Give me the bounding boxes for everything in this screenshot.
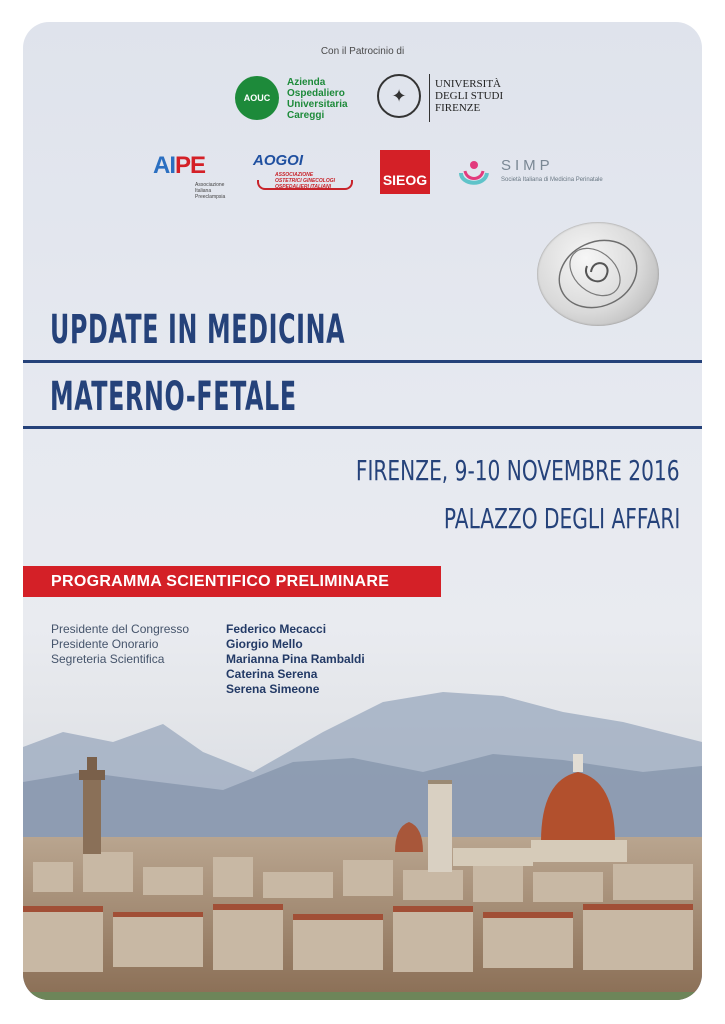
aogoi-logo [253,152,357,198]
program-banner [23,566,441,597]
university-seal-icon: ✦ [377,74,421,118]
role-item: Presidente del Congresso [51,622,190,636]
title-line-1: UPDATE IN MEDICINA [50,307,346,353]
title-line-2: MATERNO-FETALE [50,374,297,420]
emblem-image [537,222,659,326]
poster [23,22,702,1000]
divider [429,74,430,122]
aogoi-subtitle: ASSOCIAZIONE OSTETRICI GINECOLOGI OSPEDALIERI ITALIANI [275,172,336,190]
aouc-logo [235,76,385,124]
role-item: Segreteria Scientifica [51,652,165,666]
name-item: Federico Mecacci [226,622,327,636]
simp-logo [457,155,657,195]
role-item: Presidente Onorario [51,637,159,651]
name-item: Caterina Serena [226,667,318,681]
title-rule-1 [23,360,702,363]
name-item: Giorgio Mello [226,637,303,651]
simp-swirl-icon [457,155,491,189]
simp-mark: SIMP [501,157,554,174]
unifi-name: UNIVERSITÀ DEGLI STUDI FIRENZE [435,78,504,114]
event-date: FIRENZE, 9-10 NOVEMBRE 2016 [356,454,680,487]
aouc-name: Azienda Ospedaliero Universitaria Careggi [287,77,348,121]
simp-subtitle: Società Italiana di Medicina Perinatale [501,177,603,183]
name-item: Marianna Pina Rambaldi [226,652,365,666]
aipe-logo [153,152,231,200]
name-item: Serena Simeone [226,682,320,696]
florence-skyline-image [23,662,702,1000]
aipe-subtitle: Associazione Italiana Preeclampsia [195,182,226,200]
aouc-badge-icon: AOUC [235,76,279,120]
program-banner-label: PROGRAMMA SCIENTIFICO PRELIMINARE [51,572,390,590]
roles-list [51,622,189,667]
event-venue: PALAZZO DEGLI AFFARI [443,502,680,535]
sieog-logo [380,150,430,194]
unifi-logo [377,74,507,124]
aogoi-mark: AOGOI [253,152,304,169]
aogoi-swoosh-icon [257,180,353,190]
sieog-mark: SIEOG [380,150,430,194]
title-rule-2 [23,426,702,429]
patronage-label: Con il Patrocinio di [320,46,405,57]
aipe-mark: AIPE [153,152,206,179]
